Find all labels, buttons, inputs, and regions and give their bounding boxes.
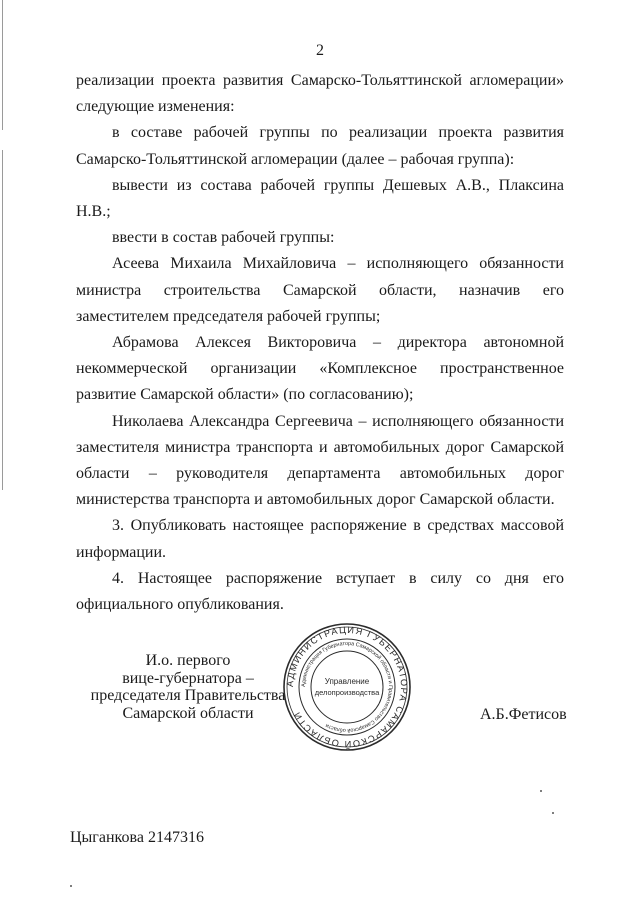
page-number: 2 [316, 42, 324, 59]
paragraph-add-members: ввести в состав рабочей группы: [112, 229, 335, 247]
paragraph-working-group: в составе рабочей группы по реализации проекта развития Самарско-Тольяттинской агломерации (далее – рабочая группа): [76, 124, 564, 168]
seal-graphic [282, 622, 412, 752]
scan-edge-mark [2, 0, 3, 130]
paragraph-item-3: 3. Опубликовать настоящее распоряжение в средствах массовой информации. [76, 517, 564, 561]
seal-middle-text: Администрация Губернатора Самарской области и Правительство Самарской области [300, 640, 394, 734]
seal-outer-text: АДМИНИСТРАЦИЯ ГУБЕРНАТОРА САМАРСКОЙ ОБЛАСТИ [284, 624, 410, 750]
scan-speck [552, 812, 554, 814]
position-line: И.о. первого [145, 652, 231, 669]
paragraph-member-nikolaev: Николаева Александра Сергеевича – исполняющего обязанности заместителя министра транспорта и автомобильных дорог Самарской области – руководителя департамента автомобильных дорог министерства транспорта и автомобильных дорог Самарской области. [76, 412, 564, 509]
position-line: Самарской области [122, 704, 254, 722]
paragraph-amendment-lead: реализации проекта развития Самарско-Тольяттинской агломерации» следующие изменения: [76, 72, 564, 116]
official-seal [282, 622, 412, 752]
scan-speck [70, 885, 72, 887]
paragraph-remove-members: вывести из состава рабочей группы Дешевых А.В., Плаксина Н.В.; [76, 176, 564, 221]
scan-speck [540, 790, 542, 792]
executor-contact: Цыганкова 2147316 [70, 829, 204, 846]
seal-center-line: делопроизводства [314, 688, 380, 697]
paragraph-member-aseev: Асеева Михаила Михайловича – исполняющего обязанности министра строительства Самарской области, назначив его заместителем председателя рабочей группы; [76, 255, 564, 325]
scan-edge-mark [2, 150, 3, 490]
signatory-position [88, 652, 288, 722]
position-line: вице-губернатора – [122, 669, 254, 687]
paragraph-item-4: 4. Настоящее распоряжение вступает в силу со дня его официального опубликования. [76, 569, 564, 614]
paragraph-member-abramov: Абрамова Алексея Викторовича – директора автономной некоммерческой организации «Комплексное пространственное развитие Самарской области» (по согласованию); [76, 334, 564, 404]
document-body [76, 68, 564, 618]
seal-center-line: Управление [324, 677, 370, 686]
position-line: председателя Правительства [90, 687, 286, 704]
signer-name: А.Б.Фетисов [480, 706, 567, 723]
